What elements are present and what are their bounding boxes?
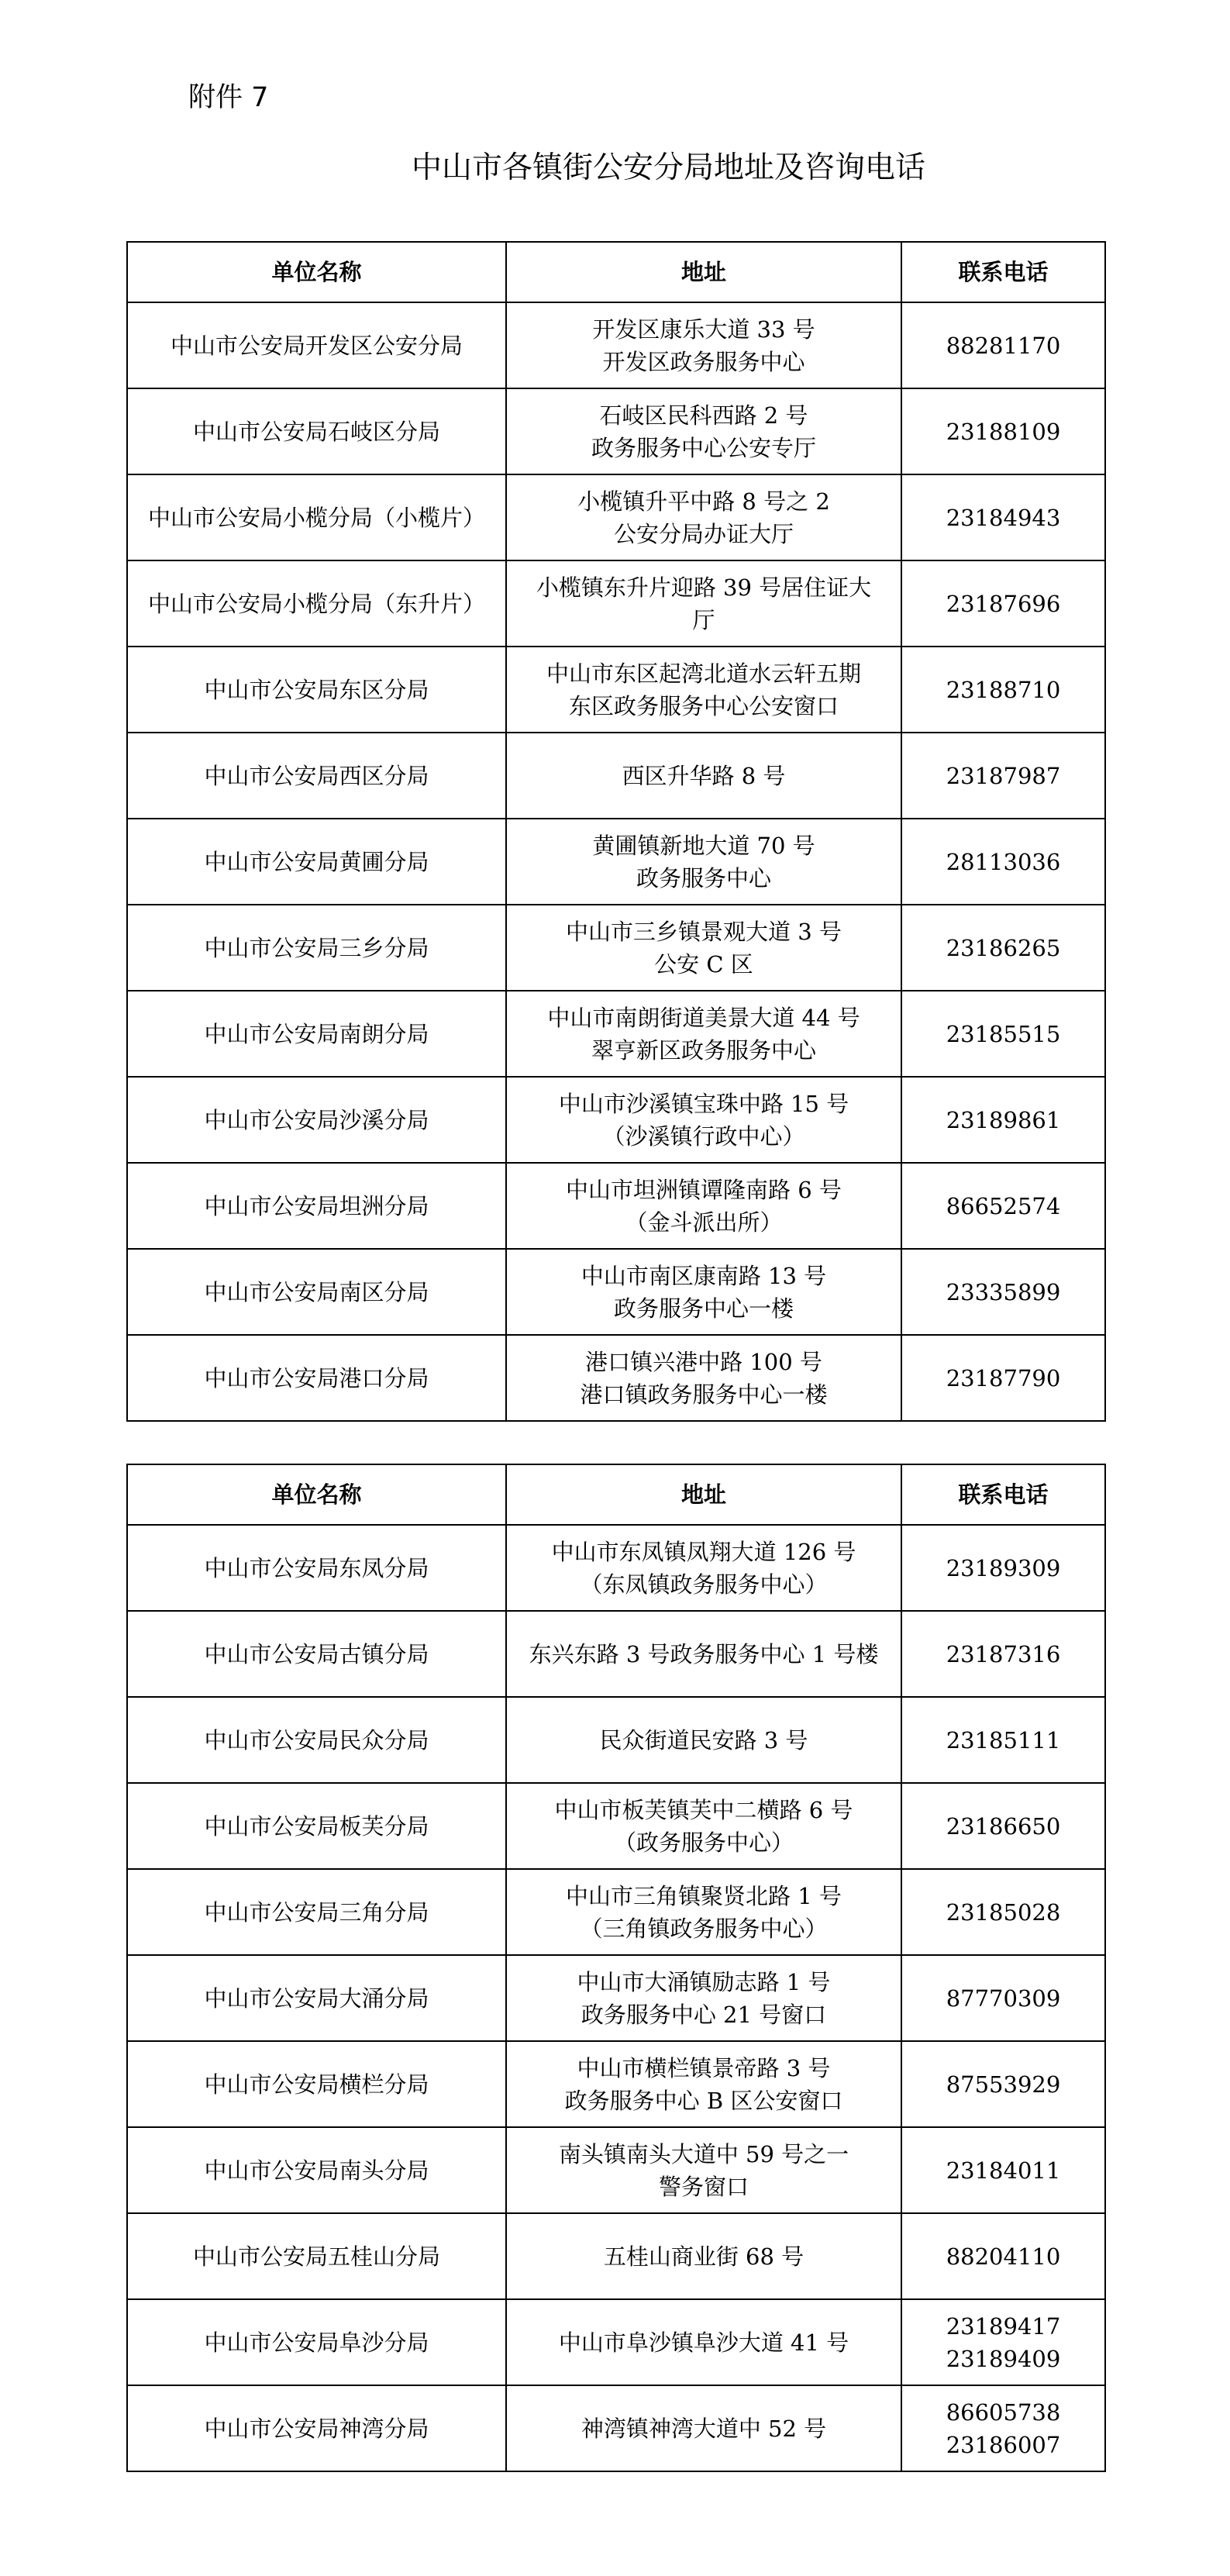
phone-cell	[901, 1611, 1105, 1697]
table-row	[127, 1249, 1105, 1335]
phone-cell	[901, 2385, 1105, 2471]
phone-number: 88204110	[946, 2243, 1061, 2270]
address-cell	[506, 1163, 901, 1249]
table-row	[127, 474, 1105, 560]
address-line: 政务服务中心公安专厅	[591, 434, 816, 461]
unit-name-cell	[127, 1249, 506, 1335]
address-line: 西区升华路 8 号	[622, 762, 786, 789]
unit-name: 中山市公安局开发区公安分局	[170, 332, 463, 359]
address-cell	[506, 1525, 901, 1611]
table-row	[127, 2299, 1105, 2385]
unit-name: 中山市公安局横栏分局	[204, 2071, 429, 2098]
address-line: 开发区政务服务中心	[602, 348, 805, 375]
table-row	[127, 388, 1105, 474]
address-cell	[506, 1697, 901, 1783]
table-row	[127, 1163, 1105, 1249]
phone-cell	[901, 1163, 1105, 1249]
address-cell	[506, 388, 901, 474]
table-row	[127, 647, 1105, 733]
address-cell	[506, 905, 901, 991]
unit-name-cell	[127, 2213, 506, 2299]
table-row	[127, 1335, 1105, 1421]
unit-name: 中山市公安局港口分局	[204, 1364, 429, 1391]
unit-name: 中山市公安局南朗分局	[204, 1020, 429, 1047]
table-row	[127, 1955, 1105, 2041]
unit-name-cell	[127, 647, 506, 733]
phone-cell	[901, 819, 1105, 905]
unit-name-cell	[127, 991, 506, 1077]
address-line: 民众街道民安路 3 号	[599, 1726, 808, 1754]
phone-number: 23189309	[946, 1554, 1061, 1581]
phone-number: 23186007	[946, 2431, 1061, 2458]
unit-name-cell	[127, 905, 506, 991]
phone-cell	[901, 905, 1105, 991]
phone-number: 88281170	[946, 332, 1061, 359]
address-cell	[506, 991, 901, 1077]
phone-number: 23185028	[946, 1898, 1061, 1926]
header-phone: 联系电话	[901, 242, 1105, 302]
table-row	[127, 819, 1105, 905]
table-row	[127, 1611, 1105, 1697]
address-cell	[506, 647, 901, 733]
phone-cell	[901, 733, 1105, 819]
table-row	[127, 2127, 1105, 2213]
address-line: 中山市横栏镇景帝路 3 号	[577, 2054, 831, 2081]
header-address: 地址	[506, 242, 901, 302]
header-unit: 单位名称	[127, 1464, 506, 1525]
unit-name: 中山市公安局神湾分局	[204, 2415, 429, 2442]
unit-name-cell	[127, 1525, 506, 1611]
unit-name: 中山市公安局沙溪分局	[204, 1106, 429, 1133]
unit-name: 中山市公安局小榄分局（小榄片）	[147, 504, 485, 531]
address-cell	[506, 2127, 901, 2213]
phone-number: 23335899	[946, 1278, 1061, 1305]
table-row	[127, 1697, 1105, 1783]
unit-name-cell	[127, 2127, 506, 2213]
address-line: 中山市阜沙镇阜沙大道 41 号	[558, 2329, 849, 2356]
address-line: 公安 C 区	[654, 950, 753, 978]
unit-name: 中山市公安局南区分局	[204, 1278, 429, 1305]
unit-name: 中山市公安局小榄分局（东升片）	[147, 590, 485, 617]
unit-name-cell	[127, 1955, 506, 2041]
phone-number: 23184943	[946, 504, 1061, 531]
address-cell	[506, 819, 901, 905]
address-line: 中山市南区康南路 13 号	[581, 1262, 827, 1289]
unit-name: 中山市公安局南头分局	[204, 2157, 429, 2184]
address-line: 翠亨新区政务服务中心	[591, 1036, 816, 1064]
phone-number: 87553929	[946, 2071, 1061, 2098]
address-line: 政务服务中心 B 区公安窗口	[564, 2087, 843, 2114]
address-cell	[506, 1077, 901, 1163]
table-header-row	[127, 242, 1105, 302]
address-line: 港口镇兴港中路 100 号	[585, 1348, 822, 1375]
phone-cell	[901, 388, 1105, 474]
phone-number: 23185515	[946, 1020, 1061, 1047]
phone-number: 23189861	[946, 1106, 1061, 1133]
phone-cell	[901, 1077, 1105, 1163]
address-line: （三角镇政务服务中心）	[580, 1915, 828, 1942]
address-cell	[506, 1955, 901, 2041]
table-row	[127, 733, 1105, 819]
attachment-label: 附件 7	[188, 82, 269, 113]
phone-number: 23187696	[946, 590, 1061, 617]
address-cell	[506, 2385, 901, 2471]
address-cell	[506, 1783, 901, 1869]
table-row	[127, 2213, 1105, 2299]
table-row	[127, 560, 1105, 647]
header-unit: 单位名称	[127, 242, 506, 302]
phone-number: 23187316	[946, 1640, 1061, 1667]
phone-number: 86652574	[946, 1192, 1061, 1219]
header-address: 地址	[506, 1464, 901, 1525]
unit-name-cell	[127, 733, 506, 819]
unit-name: 中山市公安局阜沙分局	[204, 2329, 429, 2356]
address-line: 厅	[692, 606, 715, 633]
address-line: 五桂山商业街 68 号	[603, 2243, 804, 2270]
unit-name: 中山市公安局黄圃分局	[204, 848, 429, 875]
address-line: 中山市三角镇聚贤北路 1 号	[566, 1882, 842, 1909]
phone-number: 87770309	[946, 1985, 1061, 2012]
unit-name-cell	[127, 1335, 506, 1421]
address-line: 南头镇南头大道中 59 号之一	[558, 2140, 849, 2167]
unit-name-cell	[127, 1783, 506, 1869]
header-phone: 联系电话	[901, 1464, 1105, 1525]
phone-number: 23189409	[946, 2345, 1061, 2372]
address-cell	[506, 2041, 901, 2127]
address-cell	[506, 2213, 901, 2299]
address-line: 小榄镇升平中路 8 号之 2	[577, 488, 830, 515]
address-line: 黄圃镇新地大道 70 号	[592, 832, 815, 859]
table-row	[127, 1869, 1105, 1955]
address-cell	[506, 733, 901, 819]
phone-cell	[901, 2299, 1105, 2385]
table-header-row	[127, 1464, 1105, 1525]
phone-cell	[901, 2041, 1105, 2127]
unit-name-cell	[127, 1163, 506, 1249]
unit-name: 中山市公安局西区分局	[204, 762, 429, 789]
phone-cell	[901, 560, 1105, 647]
address-line: 中山市三乡镇景观大道 3 号	[566, 918, 842, 945]
address-line: 中山市坦洲镇谭隆南路 6 号	[566, 1176, 842, 1203]
address-cell	[506, 1249, 901, 1335]
phone-cell	[901, 1697, 1105, 1783]
phone-number: 23184011	[946, 2157, 1061, 2184]
phone-number: 28113036	[946, 848, 1061, 875]
address-cell	[506, 474, 901, 560]
address-line: 神湾镇神湾大道中 52 号	[581, 2415, 827, 2442]
address-line: （沙溪镇行政中心）	[602, 1122, 805, 1150]
unit-name-cell	[127, 474, 506, 560]
address-line: 中山市大涌镇励志路 1 号	[577, 1968, 831, 1995]
phone-cell	[901, 991, 1105, 1077]
table-row	[127, 1525, 1105, 1611]
address-line: （政务服务中心）	[613, 1829, 794, 1856]
phone-number: 23187987	[946, 762, 1061, 789]
address-cell	[506, 1869, 901, 1955]
table-row	[127, 1077, 1105, 1163]
phone-number: 23186650	[946, 1812, 1061, 1840]
table-row	[127, 991, 1105, 1077]
table-row	[127, 1783, 1105, 1869]
phone-number: 86605738	[946, 2398, 1061, 2426]
unit-name: 中山市公安局五桂山分局	[192, 2243, 440, 2270]
phone-cell	[901, 1525, 1105, 1611]
address-line: 政务服务中心 21 号窗口	[581, 2001, 827, 2028]
phone-cell	[901, 647, 1105, 733]
unit-name: 中山市公安局板芙分局	[204, 1812, 429, 1840]
address-line: 中山市沙溪镇宝珠中路 15 号	[558, 1090, 849, 1117]
phone-number: 23187790	[946, 1364, 1061, 1391]
address-line: （东凤镇政务服务中心）	[580, 1571, 828, 1598]
address-cell	[506, 560, 901, 647]
phone-cell	[901, 1783, 1105, 1869]
unit-name-cell	[127, 302, 506, 388]
unit-name-cell	[127, 388, 506, 474]
unit-name: 中山市公安局三乡分局	[204, 934, 429, 961]
address-line: 港口镇政务服务中心一楼	[580, 1381, 828, 1408]
unit-name-cell	[127, 2385, 506, 2471]
address-line: 政务服务中心一楼	[613, 1295, 794, 1322]
unit-name-cell	[127, 1611, 506, 1697]
table-row	[127, 2385, 1105, 2471]
unit-name-cell	[127, 1869, 506, 1955]
address-line: 中山市南朗街道美景大道 44 号	[547, 1004, 860, 1031]
address-line: （金斗派出所）	[625, 1209, 783, 1236]
address-line: 小榄镇东升片迎路 39 号居住证大	[536, 574, 872, 601]
police-office-table-1	[126, 241, 1106, 1422]
unit-name: 中山市公安局东凤分局	[204, 1554, 429, 1581]
phone-cell	[901, 474, 1105, 560]
address-line: 警务窗口	[658, 2173, 749, 2200]
address-line: 石岐区民科西路 2 号	[599, 402, 808, 429]
phone-number: 23186265	[946, 934, 1061, 961]
address-cell	[506, 1611, 901, 1697]
address-line: 政务服务中心	[636, 864, 771, 891]
table-row	[127, 302, 1105, 388]
unit-name-cell	[127, 2041, 506, 2127]
address-line: 开发区康乐大道 33 号	[592, 316, 815, 343]
address-line: 中山市东区起湾北道水云轩五期	[546, 660, 861, 687]
page-title: 中山市各镇街公安分局地址及咨询电话	[411, 150, 925, 185]
phone-cell	[901, 2127, 1105, 2213]
address-line: 东区政务服务中心公安窗口	[568, 692, 839, 719]
unit-name: 中山市公安局三角分局	[204, 1898, 429, 1926]
address-line: 中山市东凤镇凤翔大道 126 号	[551, 1538, 856, 1565]
address-line: 公安分局办证大厅	[613, 520, 794, 547]
phone-cell	[901, 302, 1105, 388]
table-row	[127, 2041, 1105, 2127]
police-office-table-2	[126, 1464, 1106, 2472]
unit-name: 中山市公安局东区分局	[204, 676, 429, 703]
phone-cell	[901, 1249, 1105, 1335]
unit-name: 中山市公安局民众分局	[204, 1726, 429, 1754]
phone-number: 23188710	[946, 676, 1061, 703]
unit-name-cell	[127, 560, 506, 647]
unit-name: 中山市公安局坦洲分局	[204, 1192, 429, 1219]
phone-number: 23189417	[946, 2312, 1061, 2340]
address-cell	[506, 2299, 901, 2385]
unit-name-cell	[127, 2299, 506, 2385]
unit-name: 中山市公安局大涌分局	[204, 1985, 429, 2012]
phone-cell	[901, 1869, 1105, 1955]
phone-cell	[901, 1335, 1105, 1421]
phone-number: 23185111	[946, 1726, 1061, 1754]
address-cell	[506, 1335, 901, 1421]
unit-name-cell	[127, 1077, 506, 1163]
unit-name: 中山市公安局石岐区分局	[192, 418, 440, 445]
phone-cell	[901, 2213, 1105, 2299]
address-line: 东兴东路 3 号政务服务中心 1 号楼	[529, 1640, 879, 1667]
unit-name: 中山市公安局古镇分局	[204, 1640, 429, 1667]
address-cell	[506, 302, 901, 388]
phone-number: 23188109	[946, 418, 1061, 445]
table-row	[127, 905, 1105, 991]
unit-name-cell	[127, 1697, 506, 1783]
phone-cell	[901, 1955, 1105, 2041]
address-line: 中山市板芙镇芙中二横路 6 号	[554, 1796, 853, 1823]
unit-name-cell	[127, 819, 506, 905]
